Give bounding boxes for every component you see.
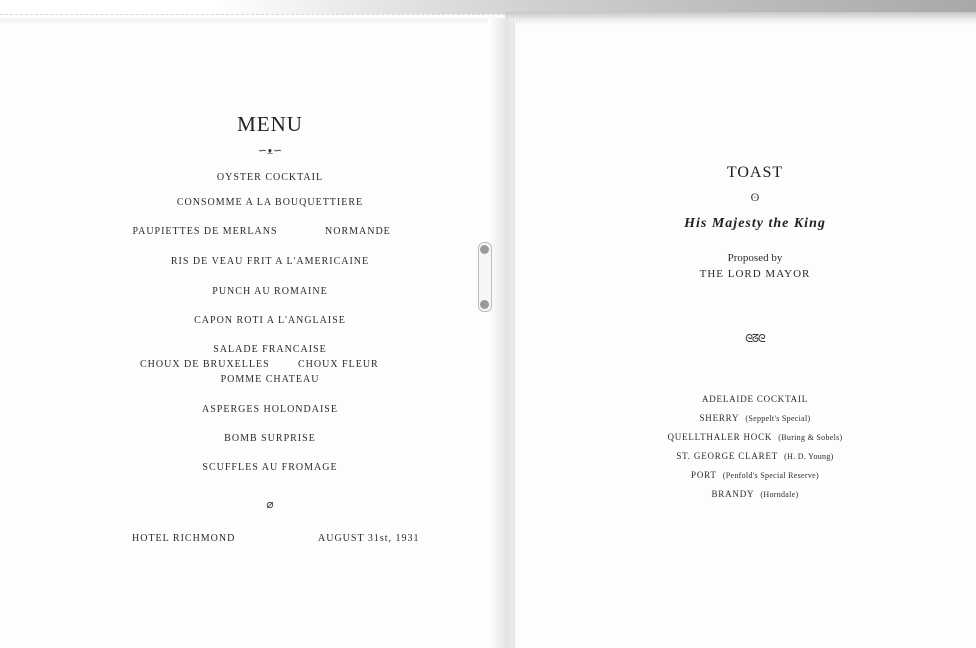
course-item: POMME CHATEAU [220, 374, 320, 385]
course-item: PUNCH AU ROMAINE [212, 286, 328, 297]
date-label: AUGUST 31st, 1931 [318, 533, 420, 544]
course-item: BOMB SURPRISE [224, 433, 316, 444]
wine-note: (H. D. Young) [784, 452, 834, 461]
toast-title: TOAST [726, 164, 784, 181]
toast-page [615, 150, 895, 530]
center-fold [488, 18, 516, 648]
wine-item [615, 451, 895, 461]
course-item: RIS DE VEAU FRIT A L'AMERICAINE [170, 256, 370, 267]
binding-ribbon [478, 242, 492, 312]
paper-edge-left [0, 14, 505, 25]
wine-note: (Buring & Sobels) [778, 433, 843, 442]
end-ornament-icon: ⌀ [266, 497, 274, 511]
course-item: CONSOMME A LA BOUQUETTIERE [176, 197, 364, 208]
wine-name: QUELLTHALER HOCK [667, 432, 773, 442]
course-item-choux-bruxelles: CHOUX DE BRUXELLES [140, 359, 270, 370]
course-item: CAPON ROTI A L'ANGLAISE [194, 315, 346, 326]
proposer-name: THE LORD MAYOR [699, 268, 811, 280]
toast-ornament-icon: ʘ [750, 190, 760, 204]
course-item: OYSTER COCKTAIL [216, 172, 324, 183]
course-item: ASPERGES HOLONDAISE [202, 404, 338, 415]
wine-note: (Penfold's Special Reserve) [722, 471, 819, 480]
fold-line [513, 18, 514, 648]
wine-name: BRANDY [711, 489, 755, 499]
course-item-normande: NORMANDE [325, 226, 391, 237]
wine-item [615, 489, 895, 499]
wine-item [615, 394, 895, 404]
scroll-ornament-icon: ∽ᴥ∽ [257, 145, 283, 157]
paper-edge-right [505, 12, 976, 26]
wine-name: ADELAIDE COCKTAIL [701, 394, 809, 404]
wine-name: ST. GEORGE CLARET [676, 451, 779, 461]
proposed-by-label: Proposed by [727, 252, 783, 264]
menu-page [120, 100, 420, 560]
divider-ornament-icon: ᘓᘔᘓ [745, 333, 765, 345]
wine-item [615, 432, 895, 442]
wine-item [615, 413, 895, 423]
wine-item [615, 470, 895, 480]
course-item: SCUFFLES AU FROMAGE [202, 462, 338, 473]
course-item: PAUPIETTES DE MERLANS [132, 226, 278, 237]
wine-name: PORT [691, 470, 717, 480]
wine-name: SHERRY [699, 413, 740, 423]
course-item-choux-fleur: CHOUX FLEUR [298, 359, 379, 370]
toast-subject: His Majesty the King [684, 216, 826, 231]
course-item: SALADE FRANCAISE [213, 344, 327, 355]
venue-label: HOTEL RICHMOND [132, 533, 236, 544]
menu-title: MENU [237, 112, 303, 136]
wine-note: (Horndale) [760, 490, 799, 499]
wine-note: (Seppelt's Special) [745, 414, 811, 423]
